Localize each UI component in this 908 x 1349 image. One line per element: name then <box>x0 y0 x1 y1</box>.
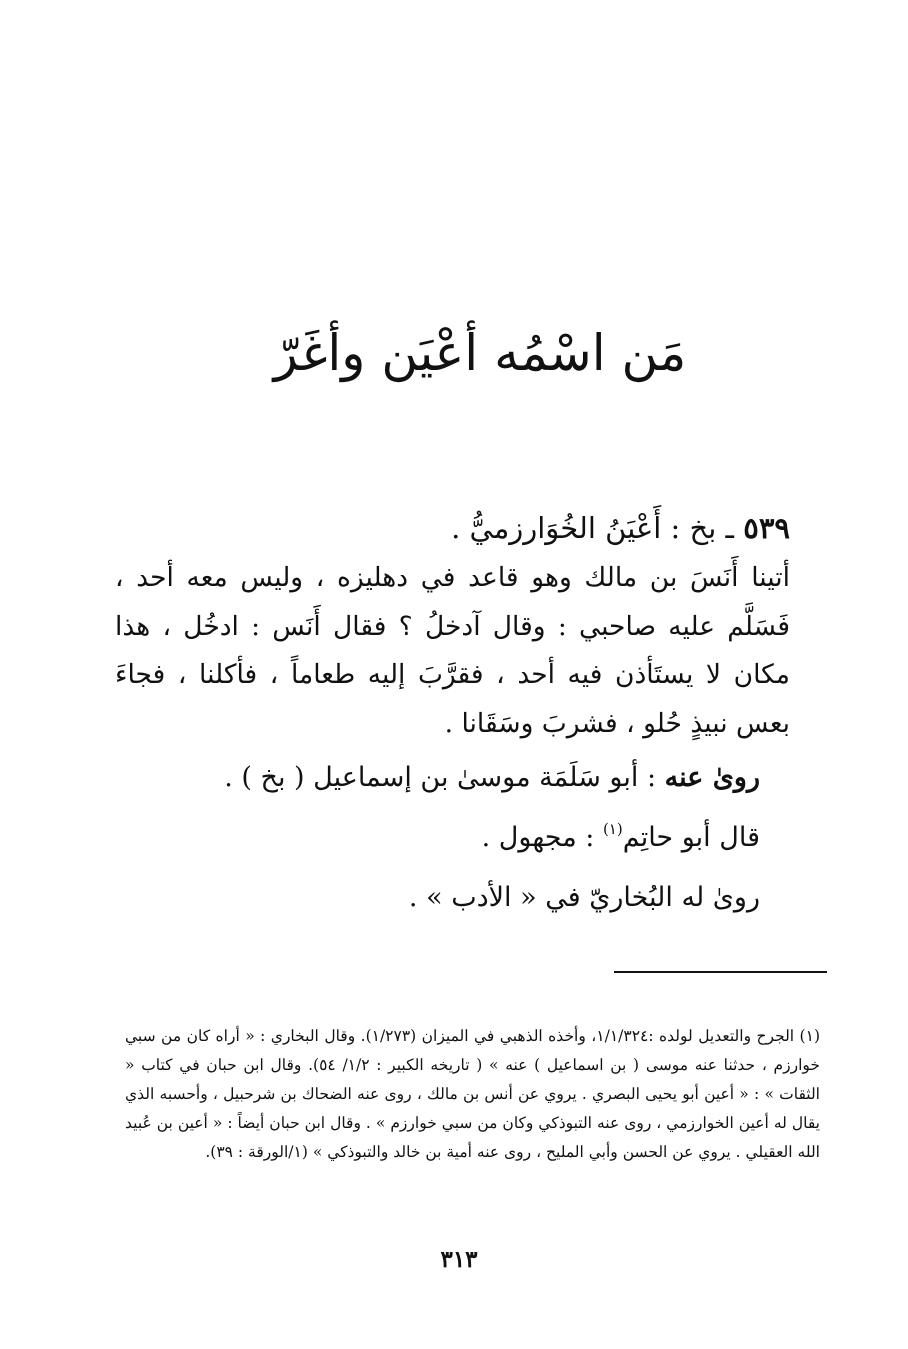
entry-name: أَعْيَنُ الخُوَارزميُّ . <box>451 511 662 545</box>
entry-header <box>115 505 790 551</box>
narrator-label: روىٰ عنه <box>664 762 760 793</box>
entry-body-text: أتينا أَنَسَ بن مالك وهو قاعد في دهليزه ، وليس معه أحد ، فَسَلَّم عليه صاحبي : وقال آدخلُ ؟ فقال أَنَس : ادخُل ، هذا مكان لا يستَأذن فيه أحد ، فقرَّبَ إليه طعاماً ، فأكلنا ، فجاءَ بعس نبيذٍ حُلو ، فشربَ وسَقَانا . <box>115 562 790 739</box>
grading-line <box>115 808 790 868</box>
footnote-divider <box>614 971 827 973</box>
entry-separator: ـ <box>725 511 735 545</box>
entry-number: ٥٣٩ <box>743 511 790 545</box>
entry-code: بخ <box>689 511 717 545</box>
narrator-text: : أبو سَلَمَة موسىٰ بن إسماعيل ( بخ ) . <box>224 762 657 793</box>
footnote-ref: (١) <box>602 820 623 838</box>
narrator-line <box>115 748 790 808</box>
footnote-1: (١) الجرح والتعديل لولده :١/١/٣٢٤، وأخذه الذهبي في الميزان (١/٢٧٣). وقال البخاري : « أراه كان من سبي خوارزم ، حدثنا عنه موسى ( بن اسماعيل ) عنه » ( تاريخه الكبير : ١/٢/ ٥٤). وقال ابن حبان في كتاب « الثقات » : « أعين أبو يحيى البصري . يروي عن أنس بن مالك ، روى عنه الضحاك بن شرحبيل ، وأحسبه الذي يقال له أعين الخوارزمي ، روى عنه التبوذكي وكان من سبي خوارزم » . وقال ابن حبان أيضاً : « أعين بن عُبيد الله العقيلي . يروي عن الحسن وأبي المليح ، روى عنه أمية بن خالد والتبوذكي » (١/الورقة : ٣٩). <box>125 1027 820 1161</box>
bukhari-line: روىٰ له البُخاريّ في « الأدب » . <box>408 882 760 913</box>
entry-539 <box>115 505 790 928</box>
entry-colon: : <box>670 511 681 545</box>
footnotes <box>125 1022 820 1167</box>
page-number: ٣١٣ <box>440 1246 478 1273</box>
chapter-title: مَن اسْمُه أعْيَن وأغَرّ <box>273 324 687 382</box>
grading-prefix: قال أبو حاتِم <box>622 822 760 853</box>
grading-text: : مجهول . <box>481 822 595 853</box>
